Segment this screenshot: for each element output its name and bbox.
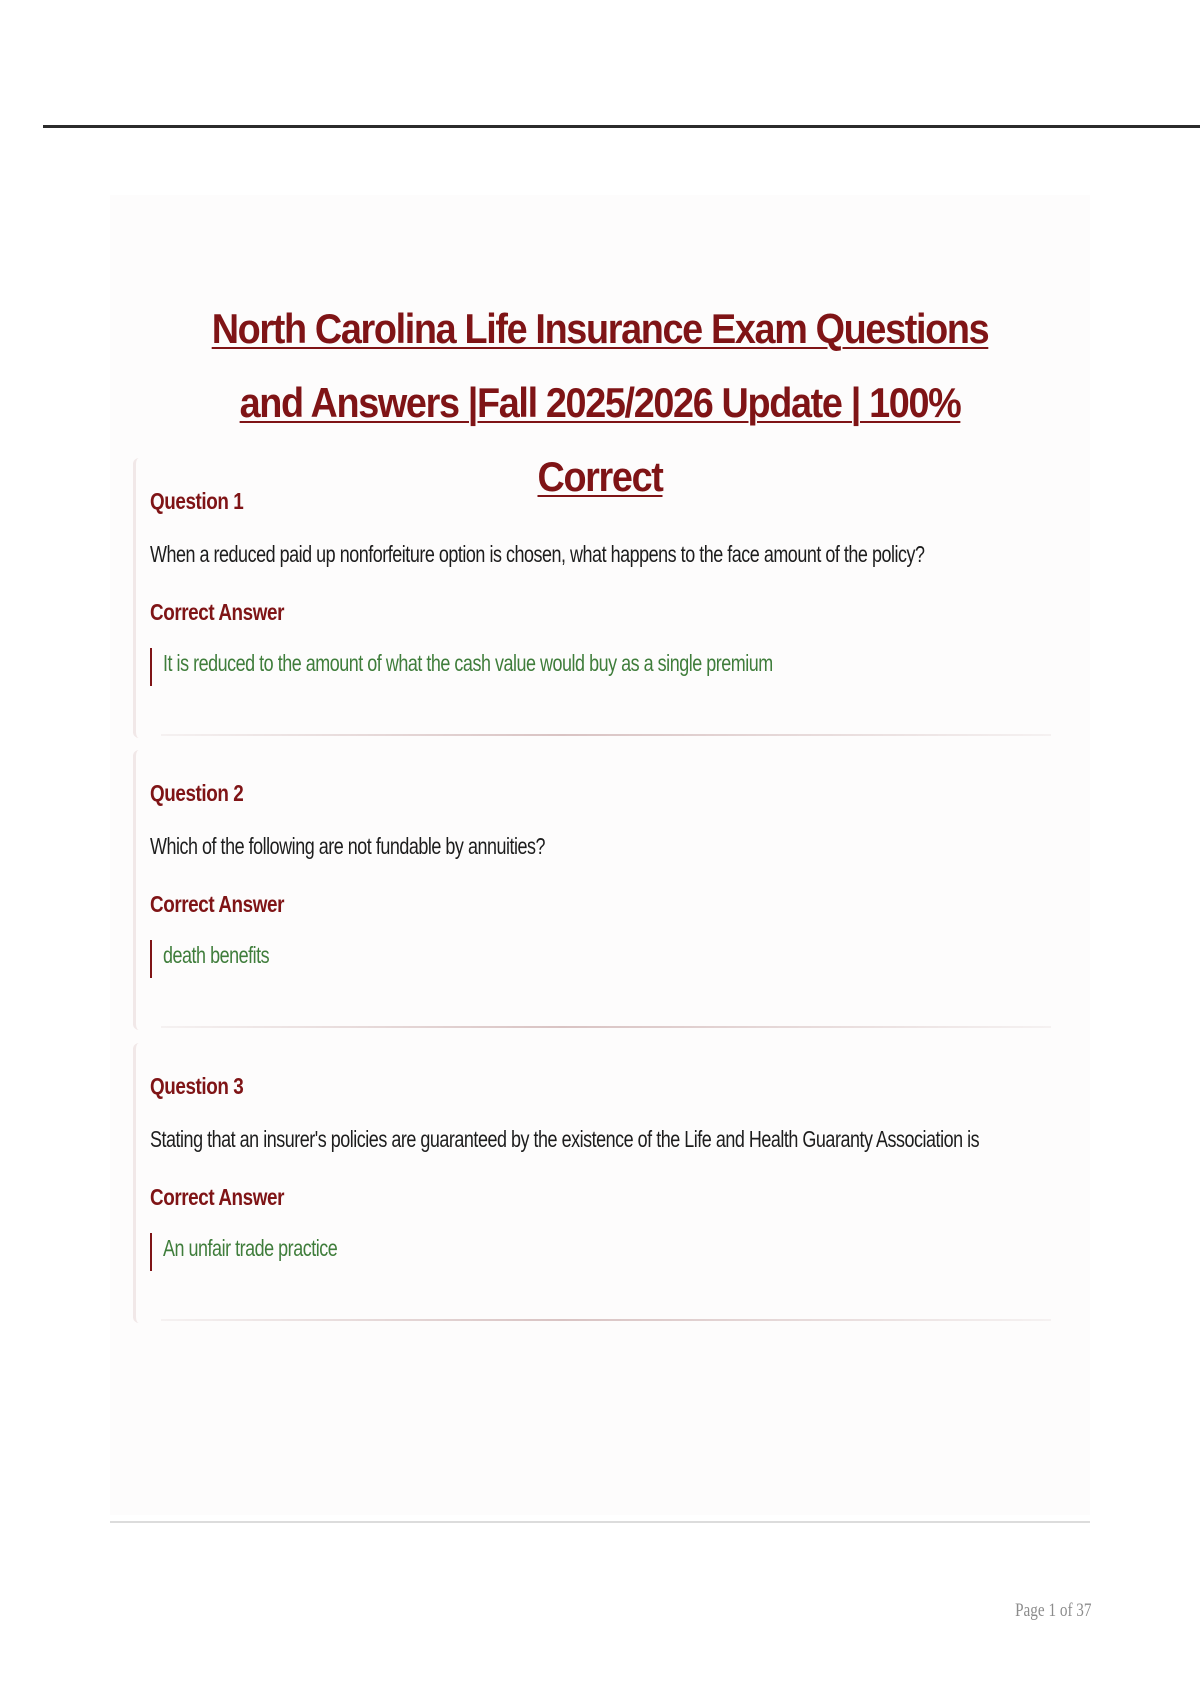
question-card-3 [133, 1043, 1056, 1323]
answer-text: It is reduced to the amount of what the cash value would buy as a single premium [163, 650, 773, 676]
question-card-2 [133, 750, 1056, 1030]
card-divider [161, 1319, 1051, 1321]
top-horizontal-rule [43, 125, 1200, 128]
question-label: Question 2 [150, 780, 244, 806]
answer-accent-bar [150, 940, 152, 978]
question-text: Stating that an insurer's policies are guaranteed by the existence of the Life and Health Guaranty Association is [150, 1126, 980, 1152]
question-card-1 [133, 458, 1056, 738]
question-text: Which of the following are not fundable by annuities? [150, 833, 546, 859]
answer-text: death benefits [163, 942, 270, 968]
answer-text: An unfair trade practice [163, 1235, 338, 1261]
answer-label: Correct Answer [150, 599, 285, 625]
bottom-horizontal-rule [110, 1521, 1090, 1523]
card-divider [161, 1026, 1051, 1028]
document-title: North Carolina Life Insurance Exam Questions and Answers |Fall 2025/2026 Update | 100% Correct [211, 305, 989, 500]
question-text: When a reduced paid up nonforfeiture option is chosen, what happens to the face amount of the policy? [150, 541, 925, 567]
answer-accent-bar [150, 648, 152, 686]
card-divider [161, 734, 1051, 736]
question-label: Question 1 [150, 488, 244, 514]
answer-accent-bar [150, 1233, 152, 1271]
answer-label: Correct Answer [150, 1184, 285, 1210]
question-label: Question 3 [150, 1073, 244, 1099]
page-number: Page 1 of 37 [1015, 1600, 1092, 1621]
answer-label: Correct Answer [150, 891, 285, 917]
